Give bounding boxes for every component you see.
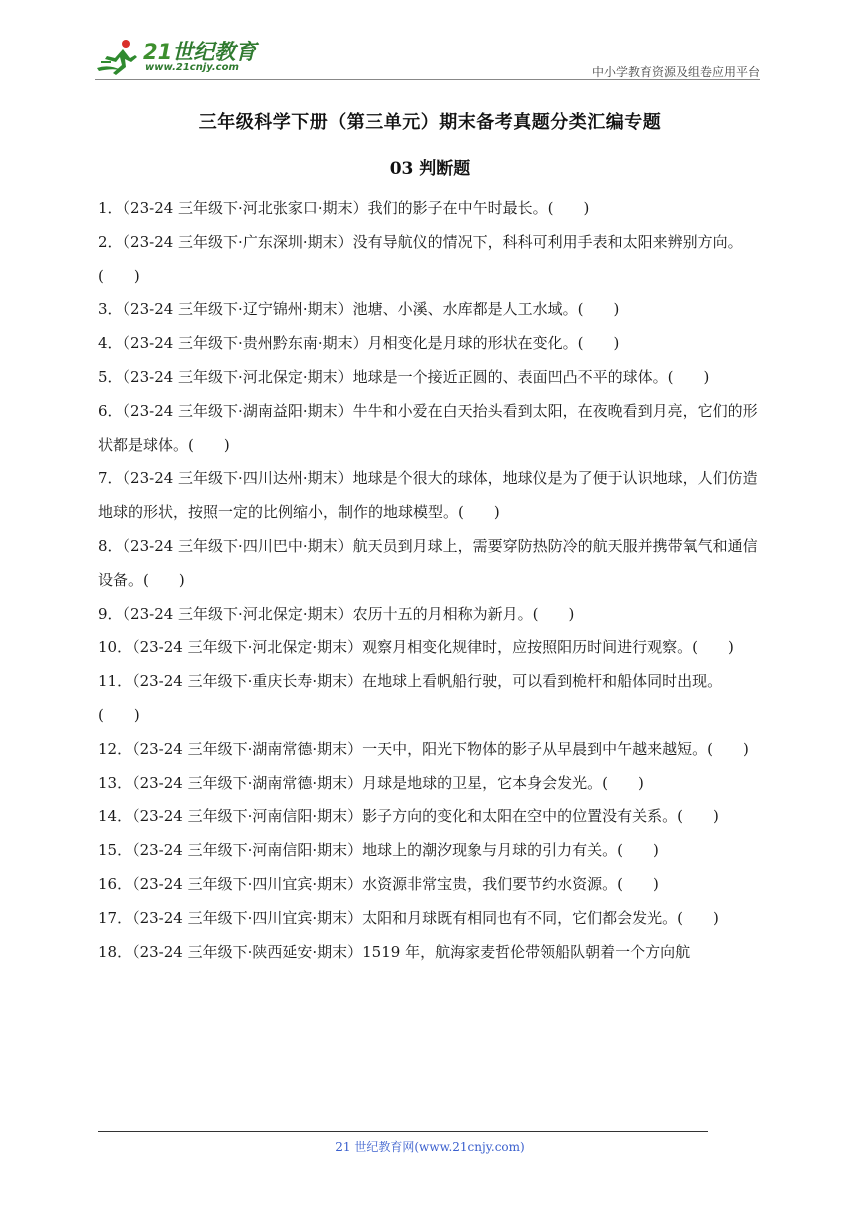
question-number: 12． — [98, 739, 133, 758]
question-number: 7． — [98, 469, 123, 488]
question-text: （23-24 三年级下·陕西延安·期末）1519 年，航海家麦哲伦带领船队朝着一个方向航 — [132, 942, 691, 961]
question-number: 8． — [98, 536, 123, 555]
question-text: （23-24 三年级下·广东深圳·期末）没有导航仪的情况下，科科可利用手表和太阳来辨别方向。( ) — [98, 232, 743, 285]
question-item — [98, 800, 762, 834]
question-text: （23-24 三年级下·河北张家口·期末）我们的影子在中午时最长。( ) — [122, 199, 590, 217]
question-text: （23-24 三年级下·四川达州·期末）地球是个很大的球体，地球仪是为了便于认识地球，人们仿造地球的形状，按照一定的比例缩小，制作的地球模型。( ) — [98, 469, 758, 522]
site-logo — [95, 32, 265, 78]
question-text: （23-24 三年级下·湖南常德·期末）一天中，阳光下物体的影子从早晨到中午越来越短。( ) — [132, 739, 749, 758]
question-number: 10． — [98, 638, 133, 657]
question-item — [98, 327, 762, 361]
question-text: （23-24 三年级下·河北保定·期末）地球是一个接近正圆的、表面凹凸不平的球体。( ) — [122, 367, 710, 386]
question-item — [98, 598, 762, 632]
question-text: （23-24 三年级下·重庆长寿·期末）在地球上看帆船行驶，可以看到桅杆和船体同时出现。( ) — [98, 672, 723, 724]
question-number: 15． — [98, 841, 133, 860]
question-item — [98, 834, 762, 868]
page-header — [95, 32, 760, 82]
question-number: 11． — [98, 672, 133, 691]
question-item — [98, 936, 762, 970]
header-divider — [95, 79, 760, 80]
question-list — [98, 192, 762, 969]
question-item — [98, 395, 762, 463]
question-number: 9． — [98, 604, 123, 623]
footer-divider — [98, 1131, 708, 1132]
question-number: 13． — [98, 773, 133, 792]
question-item — [98, 226, 762, 294]
question-number: 3． — [98, 300, 123, 319]
question-text: （23-24 三年级下·辽宁锦州·期末）池塘、小溪、水库都是人工水域。( ) — [122, 300, 620, 319]
platform-name: 中小学教育资源及组卷应用平台 — [591, 65, 760, 79]
page-footer: 21 世纪教育网(www.21cnjy.com) — [335, 1140, 525, 1154]
question-item — [98, 868, 762, 902]
question-number: 6． — [98, 401, 123, 420]
question-text: （23-24 三年级下·湖南益阳·期末）牛牛和小爱在白天抬头看到太阳，在夜晚看到月亮，它们的形状都是球体。( ) — [98, 401, 758, 454]
logo-chinese: 世纪教育 — [172, 40, 257, 64]
question-text: （23-24 三年级下·四川宜宾·期末）太阳和月球既有相同也有不同，它们都会发光。( ) — [132, 908, 719, 927]
question-item — [98, 293, 762, 327]
document-title: 三年级科学下册（第三单元）期末备考真题分类汇编专题 — [198, 112, 662, 133]
question-number: 16． — [98, 874, 133, 893]
question-item — [98, 192, 762, 226]
question-item — [98, 767, 762, 801]
section-title: 03 判断题 — [389, 159, 471, 179]
question-item — [98, 530, 762, 598]
question-text: （23-24 三年级下·贵州黔东南·期末）月相变化是月球的形状在变化。( ) — [122, 334, 620, 353]
question-text: （23-24 三年级下·河南信阳·期末）地球上的潮汐现象与月球的引力有关。( ) — [132, 841, 659, 860]
question-text: （23-24 三年级下·四川巴中·期末）航天员到月球上，需要穿防热防冷的航天服并携带氧气和通信设备。( ) — [98, 536, 758, 589]
question-number: 18． — [98, 942, 133, 961]
question-item — [98, 902, 762, 936]
question-number: 14． — [98, 807, 133, 826]
question-text: （23-24 三年级下·湖南常德·期末）月球是地球的卫星，它本身会发光。( ) — [132, 773, 644, 792]
question-number: 2． — [98, 232, 123, 251]
question-number: 1． — [98, 199, 123, 217]
question-text: （23-24 三年级下·河南信阳·期末）影子方向的变化和太阳在空中的位置没有关系。( ) — [132, 807, 719, 826]
logo-url: www.21cnjy.com — [145, 62, 239, 73]
question-item — [98, 733, 762, 767]
question-number: 17． — [98, 908, 133, 927]
question-text: （23-24 三年级下·河北保定·期末）农历十五的月相称为新月。( ) — [122, 604, 575, 623]
question-text: （23-24 三年级下·河北保定·期末）观察月相变化规律时，应按照阳历时间进行观察。( ) — [132, 638, 734, 657]
question-item — [98, 361, 762, 395]
question-item — [98, 462, 762, 530]
question-text: （23-24 三年级下·四川宜宾·期末）水资源非常宝贵，我们要节约水资源。( ) — [132, 874, 659, 893]
logo-number: 21 — [143, 40, 173, 64]
question-item — [98, 665, 762, 733]
question-number: 4． — [98, 334, 123, 353]
runner-logo-icon — [95, 38, 143, 76]
question-number: 5． — [98, 367, 123, 386]
question-item — [98, 631, 762, 665]
